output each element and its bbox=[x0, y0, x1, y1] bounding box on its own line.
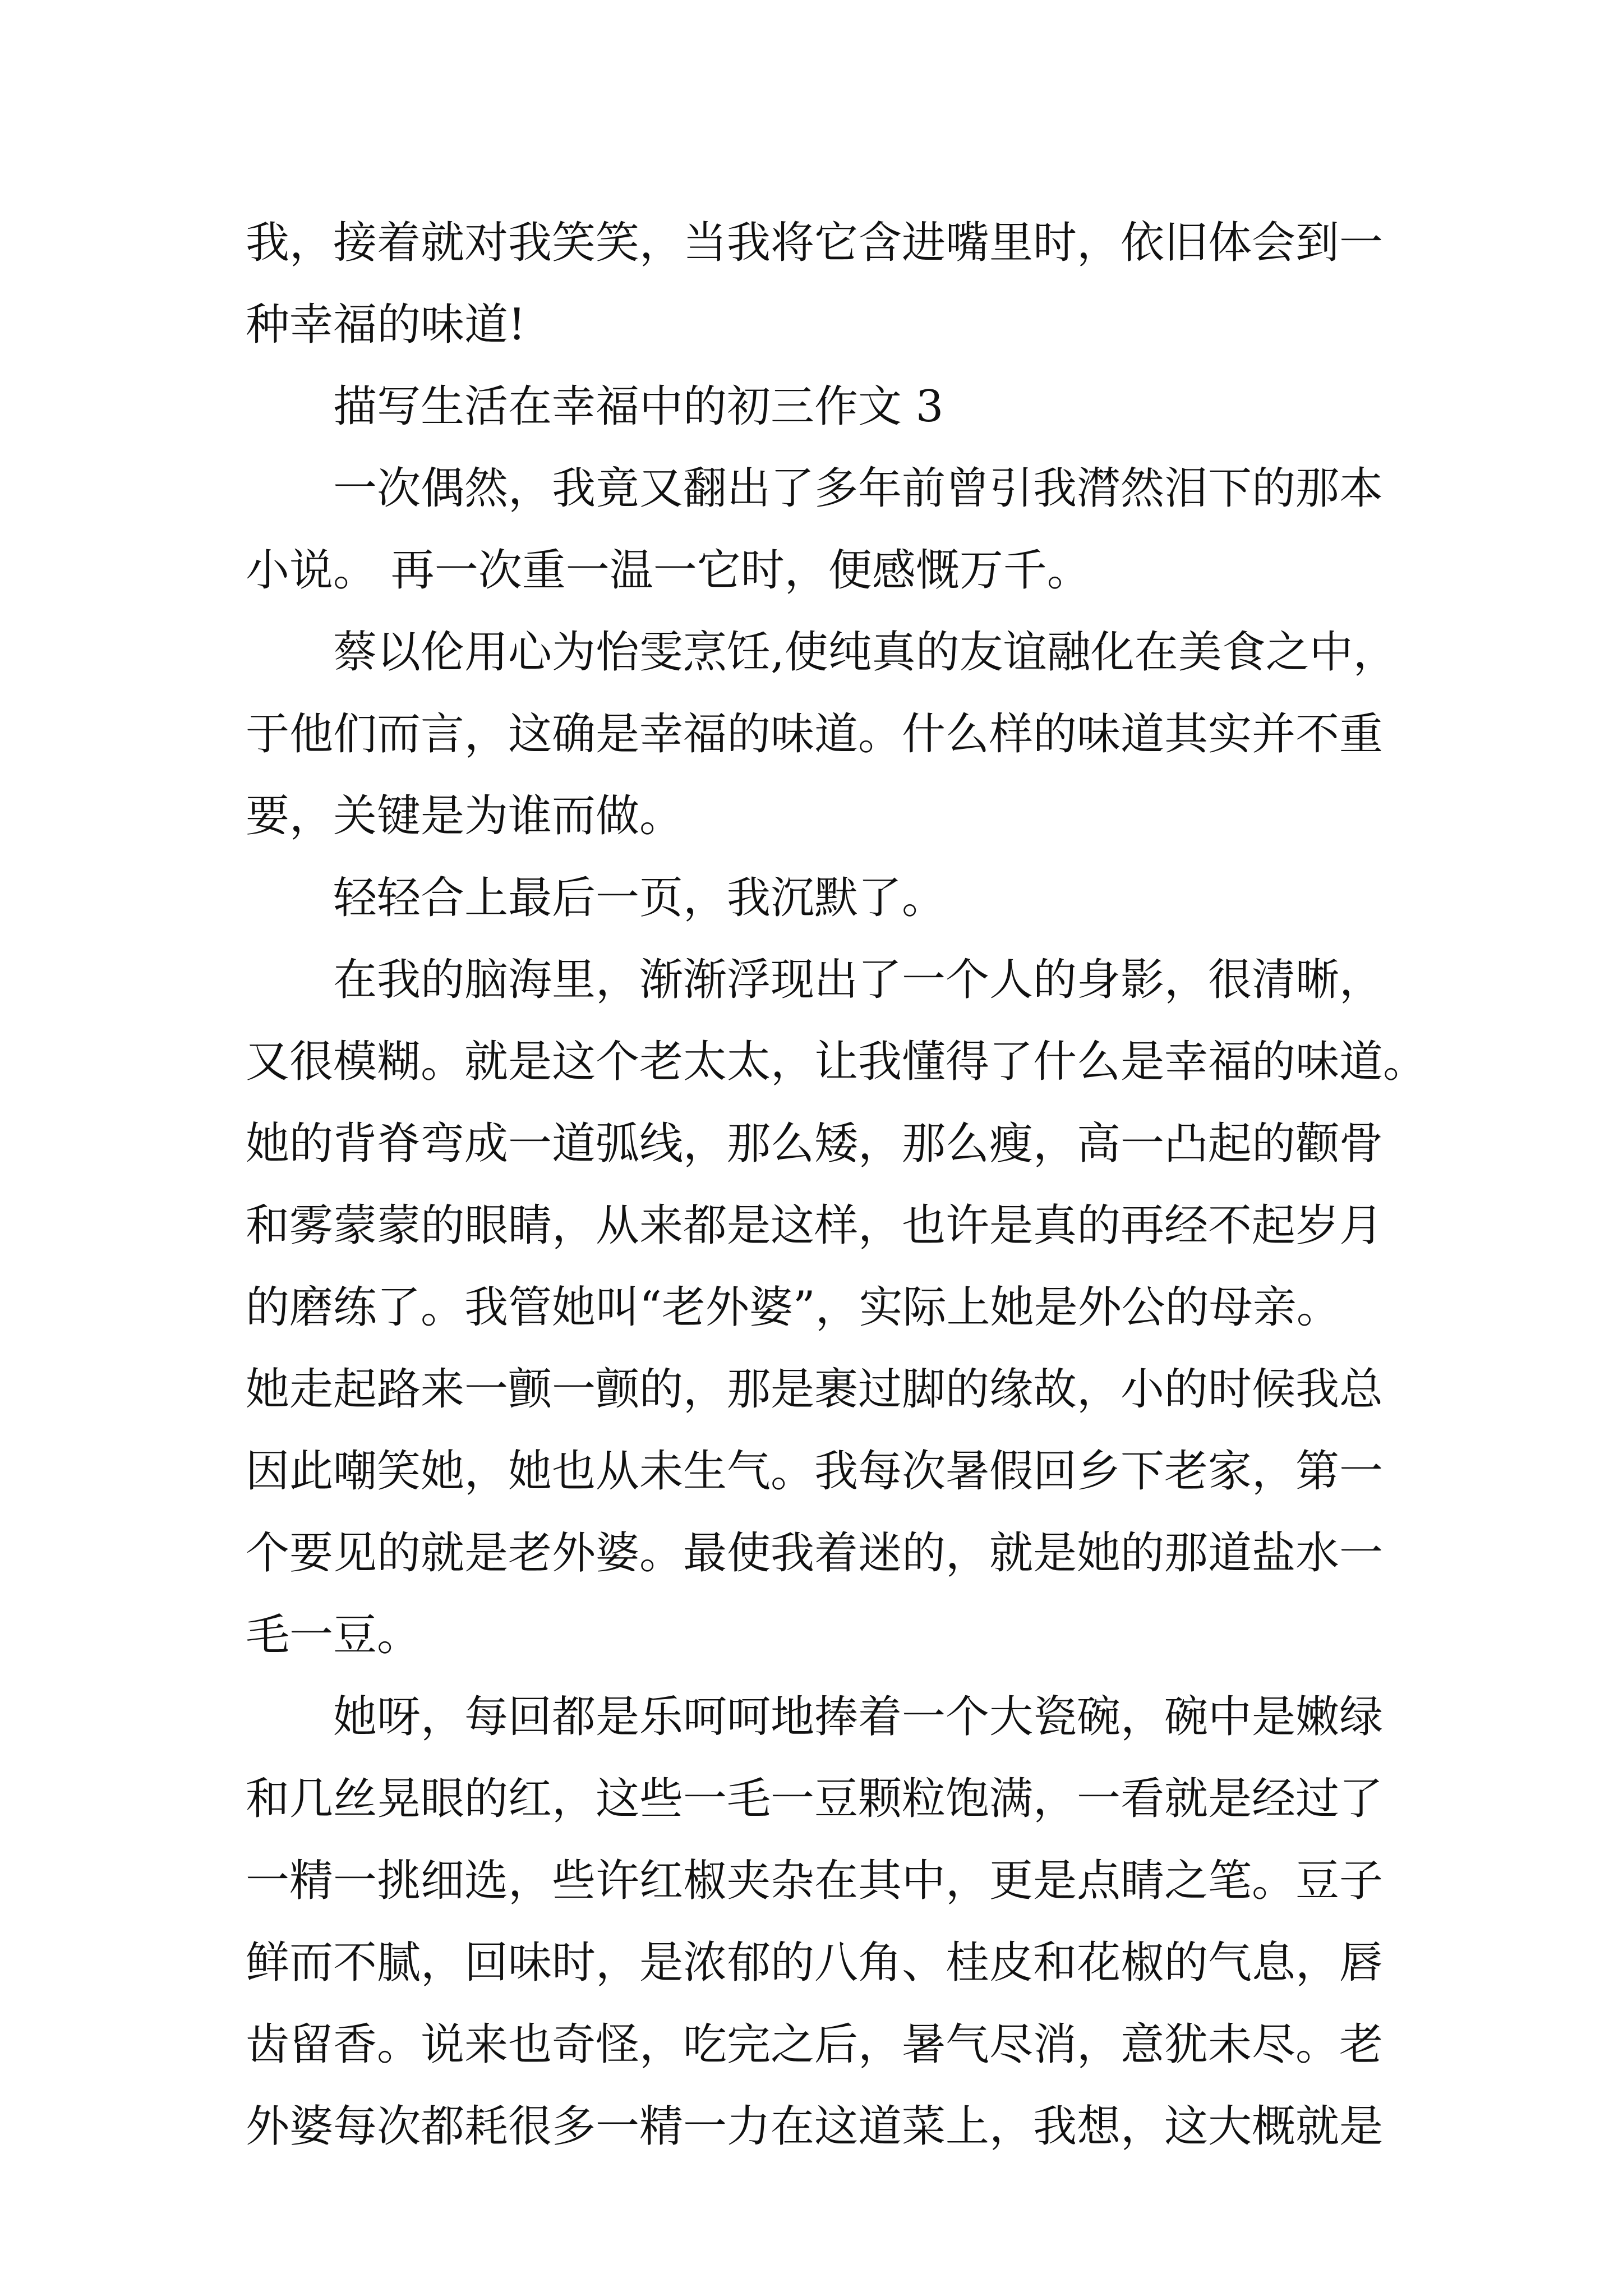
document-body bbox=[246, 202, 1427, 2168]
text-line: 她的背脊弯成一道弧线，那么矮，那么瘦，高一凸起的颧骨 bbox=[246, 1119, 1384, 1169]
text-line: 我，接着就对我笑笑，当我将它含进嘴里时，依旧体会到一 bbox=[246, 218, 1384, 268]
text-line: 于他们而言，这确是幸福的味道。什么样的味道其实并不重 bbox=[246, 709, 1384, 760]
text-line: 一次偶然，我竟又翻出了多年前曾引我潸然泪下的那本 bbox=[333, 463, 1384, 514]
text-line: 齿留香。说来也奇怪，吃完之后，暑气尽消，意犹未尽。老 bbox=[246, 2019, 1384, 2070]
text-line: 蔡以伦用心为怡雯烹饪,使纯真的友谊融化在美食之中， bbox=[333, 627, 1397, 678]
text-line: 因此嘲笑她，她也从未生气。我每次暑假回乡下老家，第一 bbox=[246, 1446, 1384, 1497]
text-line: 种幸福的味道! bbox=[246, 300, 526, 350]
text-line: 一精一挑细选，些许红椒夹杂在其中，更是点睛之笔。豆子 bbox=[246, 1856, 1384, 1906]
text-line: 小说。 再一次重一温一它时，便感慨万千。 bbox=[246, 545, 1091, 596]
text-line: 要，关键是为谁而做。 bbox=[246, 791, 684, 841]
text-line: 又很模糊。就是这个老太太，让我懂得了什么是幸福的味道。 bbox=[246, 1037, 1427, 1087]
text-line: 在我的脑海里，渐渐浮现出了一个人的身影，很清晰， bbox=[333, 955, 1384, 1005]
text-line: 的磨练了。我管她叫“老外婆”，实际上她是外公的母亲。 bbox=[246, 1282, 1340, 1333]
text-line: 毛一豆。 bbox=[246, 1610, 421, 1660]
text-line: 轻轻合上最后一页，我沉默了。 bbox=[333, 873, 946, 923]
text-line: 她呀，每回都是乐呵呵地捧着一个大瓷碗，碗中是嫩绿 bbox=[333, 1692, 1384, 1742]
text-line: 她走起路来一颤一颤的，那是裹过脚的缘故，小的时候我总 bbox=[246, 1364, 1384, 1415]
text-line: 外婆每次都耗很多一精一力在这道菜上，我想，这大概就是 bbox=[246, 2101, 1384, 2152]
text-line: 和几丝晃眼的红，这些一毛一豆颗粒饱满，一看就是经过了 bbox=[246, 1774, 1384, 1824]
text-line: 和雾蒙蒙的眼睛，从来都是这样，也许是真的再经不起岁月 bbox=[246, 1200, 1384, 1251]
text-line: 鲜而不腻，回味时，是浓郁的八角、桂皮和花椒的气息，唇 bbox=[246, 1938, 1384, 1988]
section-heading: 描写生活在幸福中的初三作文 3 bbox=[333, 381, 944, 432]
text-line: 个要见的就是老外婆。最使我着迷的，就是她的那道盐水一 bbox=[246, 1528, 1384, 1579]
